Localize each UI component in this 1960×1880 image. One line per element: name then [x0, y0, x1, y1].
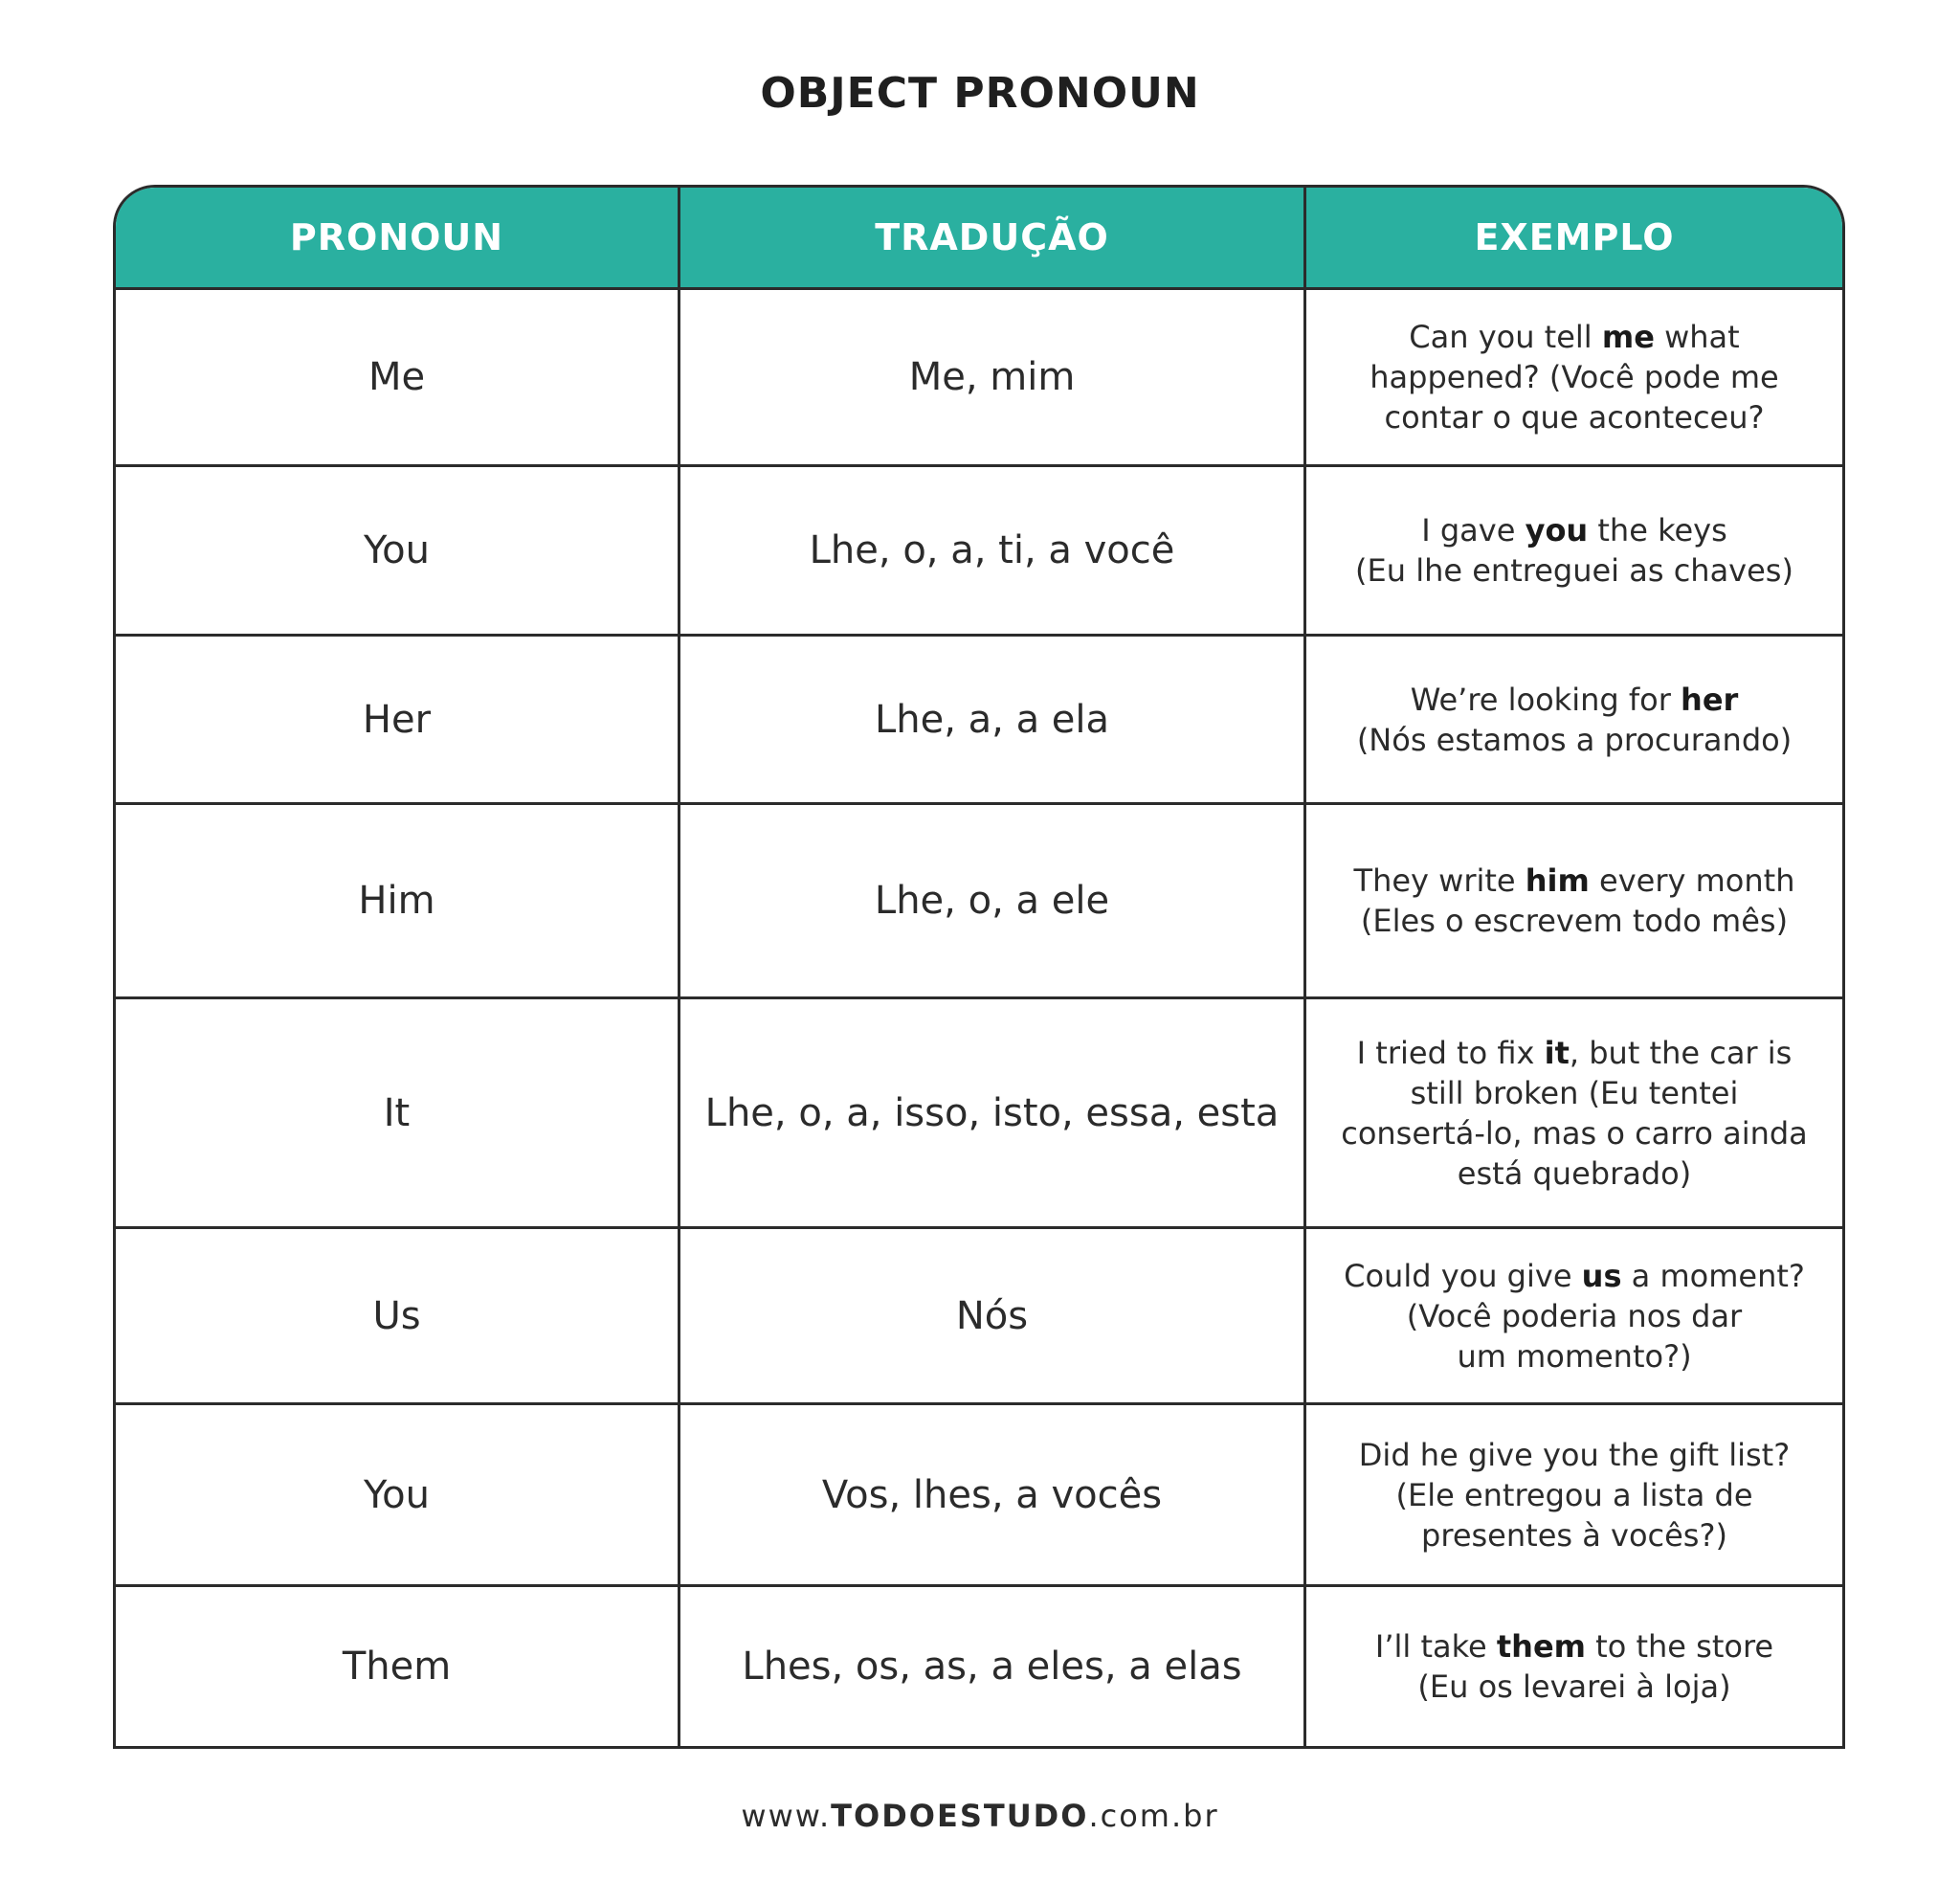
- table-row: [116, 466, 1842, 636]
- pronoun-cell: Us: [116, 1228, 679, 1404]
- table-row: [116, 289, 1842, 466]
- page-title: OBJECT PRONOUN: [760, 69, 1200, 118]
- example-highlight: me: [1601, 319, 1655, 355]
- pronoun-cell: You: [116, 1404, 679, 1586]
- table-row: [116, 1228, 1842, 1404]
- table-row: [116, 1586, 1842, 1746]
- example-text: presentes à vocês?): [1421, 1516, 1727, 1554]
- pronoun-cell: Her: [116, 636, 679, 804]
- example-text: (Nós estamos a procurando): [1356, 721, 1793, 758]
- example-text: every month: [1589, 862, 1795, 899]
- example-cell: [1305, 998, 1843, 1228]
- pronoun-cell: You: [116, 466, 679, 636]
- example-highlight: her: [1681, 681, 1739, 718]
- example-text: Can you tell: [1409, 319, 1602, 355]
- table-row: [116, 1404, 1842, 1586]
- example-text: to the store: [1586, 1627, 1774, 1665]
- pronoun-cell: It: [116, 998, 679, 1228]
- traducao-cell: Lhes, os, as, a eles, a elas: [679, 1586, 1305, 1746]
- example-text: está quebrado): [1457, 1154, 1692, 1192]
- header-pronoun: PRONOUN: [116, 188, 679, 289]
- example-cell: [1305, 1228, 1843, 1404]
- example-text: what: [1654, 319, 1740, 355]
- traducao-cell: Nós: [679, 1228, 1305, 1404]
- example-text: still broken (Eu tentei: [1410, 1074, 1739, 1111]
- example-highlight: it: [1544, 1034, 1570, 1071]
- traducao-cell: Me, mim: [679, 289, 1305, 466]
- example-text: (Eles o escrevem todo mês): [1360, 903, 1789, 939]
- pronoun-cell: Them: [116, 1586, 679, 1746]
- example-text: (Ele entregou a lista de: [1395, 1476, 1753, 1513]
- example-cell: [1305, 636, 1843, 804]
- footer-url-suffix: .com.br: [1088, 1798, 1219, 1834]
- example-highlight: them: [1496, 1627, 1586, 1665]
- example-text: (Eu os levarei à loja): [1417, 1667, 1731, 1705]
- example-text: I’ll take: [1374, 1627, 1497, 1665]
- example-text: I tried to fix: [1356, 1034, 1545, 1071]
- example-text: happened? (Você pode me: [1370, 359, 1779, 395]
- example-cell: [1305, 1586, 1843, 1746]
- pronoun-table: [116, 188, 1842, 1746]
- example-text: (Eu lhe entreguei as chaves): [1355, 552, 1793, 589]
- table-row: [116, 804, 1842, 998]
- table-row: [116, 636, 1842, 804]
- header-traducao: TRADUÇÃO: [679, 188, 1305, 289]
- example-text: um momento?): [1457, 1337, 1692, 1375]
- example-cell: [1305, 466, 1843, 636]
- header-exemplo: EXEMPLO: [1305, 188, 1843, 289]
- table-header-row: [116, 188, 1842, 289]
- example-cell: [1305, 804, 1843, 998]
- example-text: consertá-lo, mas o carro ainda: [1341, 1114, 1808, 1152]
- traducao-cell: Lhe, o, a ele: [679, 804, 1305, 998]
- example-text: We’re looking for: [1410, 681, 1682, 718]
- example-text: (Você poderia nos dar: [1406, 1297, 1743, 1334]
- example-text: contar o que aconteceu?: [1384, 399, 1765, 436]
- traducao-cell: Lhe, o, a, ti, a você: [679, 466, 1305, 636]
- traducao-cell: Lhe, a, a ela: [679, 636, 1305, 804]
- example-highlight: you: [1525, 512, 1589, 548]
- traducao-cell: Lhe, o, a, isso, isto, essa, esta: [679, 998, 1305, 1228]
- example-highlight: him: [1525, 862, 1590, 899]
- example-highlight: us: [1581, 1257, 1622, 1294]
- example-text: a moment?: [1621, 1257, 1805, 1294]
- example-text: I gave: [1421, 512, 1526, 548]
- pronoun-cell: Me: [116, 289, 679, 466]
- example-cell: [1305, 289, 1843, 466]
- example-text: , but the car is: [1569, 1034, 1793, 1071]
- footer-brand: TODOESTUDO: [831, 1798, 1089, 1834]
- example-text: Did he give you the gift list?: [1358, 1436, 1791, 1473]
- example-text: the keys: [1588, 512, 1727, 548]
- traducao-cell: Vos, lhes, a vocês: [679, 1404, 1305, 1586]
- example-text: Could you give: [1344, 1257, 1582, 1294]
- table-row: [116, 998, 1842, 1228]
- example-cell: [1305, 1404, 1843, 1586]
- footer-url-prefix: www.: [741, 1798, 832, 1834]
- pronoun-table-container: [113, 185, 1845, 1749]
- example-text: They write: [1353, 862, 1526, 899]
- footer-url[interactable]: [0, 1798, 1960, 1834]
- pronoun-cell: Him: [116, 804, 679, 998]
